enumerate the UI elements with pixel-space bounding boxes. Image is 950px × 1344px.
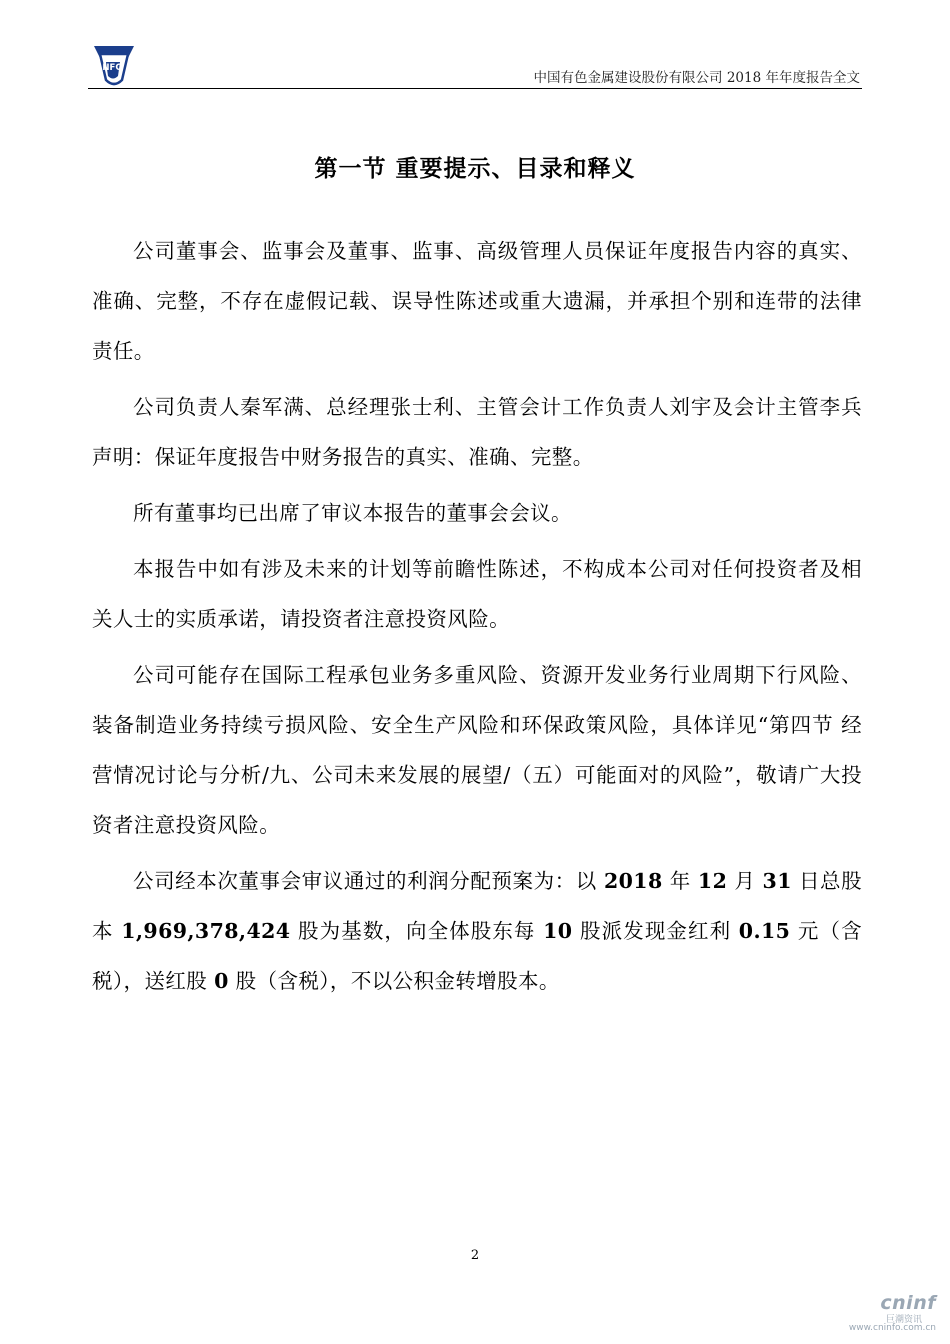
text-segment: 元（含税），送红股 <box>92 919 862 993</box>
page-number: 2 <box>470 1248 480 1263</box>
paragraph-responsibility: 公司董事会、监事会及董事、监事、高级管理人员保证年度报告内容的真实、准确、完整，不存在虚假记载、误导性陈述或重大遗漏，并承担个别和连带的法律责任。 <box>92 239 862 363</box>
watermark-brand: cninf <box>880 1292 936 1314</box>
text-segment: 年 <box>662 869 698 893</box>
paragraph-declaration: 公司负责人秦军满、总经理张士利、主管会计工作负责人刘宇及会计主管李兵声明：保证年度报告中财务报告的真实、准确、完整。 <box>92 395 862 469</box>
watermark-url: www.cninfo.com.cn <box>848 1323 936 1333</box>
watermark-sub: 巨潮资讯 <box>885 1315 922 1325</box>
report-year: 2018 <box>603 869 663 893</box>
svg-text:NFC: NFC <box>102 63 122 73</box>
header-doc-title: 中国有色金属建设股份有限公司 2018 年年度报告全文 <box>533 70 860 86</box>
cash-dividend: 0.15 <box>738 919 791 943</box>
body-text <box>92 226 862 1012</box>
total-shares: 1,969,378,424 <box>121 919 291 943</box>
header-divider <box>88 88 862 89</box>
report-month: 12 <box>697 869 728 893</box>
text-segment: 股（含税），不以公积金转增股本。 <box>228 969 560 993</box>
paragraph-profit-distribution <box>92 856 862 1006</box>
bonus-shares: 0 <box>214 969 229 993</box>
text-segment: 公司经本次董事会审议通过的利润分配预案为：以 <box>133 869 604 893</box>
cninfo-watermark <box>836 1292 936 1336</box>
share-base: 10 <box>543 919 573 943</box>
paragraph-forward-looking: 本报告中如有涉及未来的计划等前瞻性陈述，不构成本公司对任何投资者及相关人士的实质承诺，请投资者注意投资风险。 <box>92 557 862 631</box>
text-segment: 股派发现金红利 <box>572 919 739 943</box>
company-logo <box>88 40 140 90</box>
text-segment: 月 <box>727 869 763 893</box>
text-segment: 日总股本 <box>92 869 863 943</box>
section-title: 第一节 重要提示、目录和释义 <box>314 155 636 182</box>
report-day: 31 <box>762 869 792 893</box>
paragraph-attendance: 所有董事均已出席了审议本报告的董事会会议。 <box>133 501 572 525</box>
text-segment: 股为基数，向全体股东每 <box>290 919 544 943</box>
paragraph-risks: 公司可能存在国际工程承包业务多重风险、资源开发业务行业周期下行风险、装备制造业务持续亏损风险、安全生产风险和环保政策风险，具体详见“第四节 经营情况讨论与分析/九、公司未来发展的展望/（五）可能面对的风险”，敬请广大投资者注意投资风险。 <box>92 663 862 837</box>
